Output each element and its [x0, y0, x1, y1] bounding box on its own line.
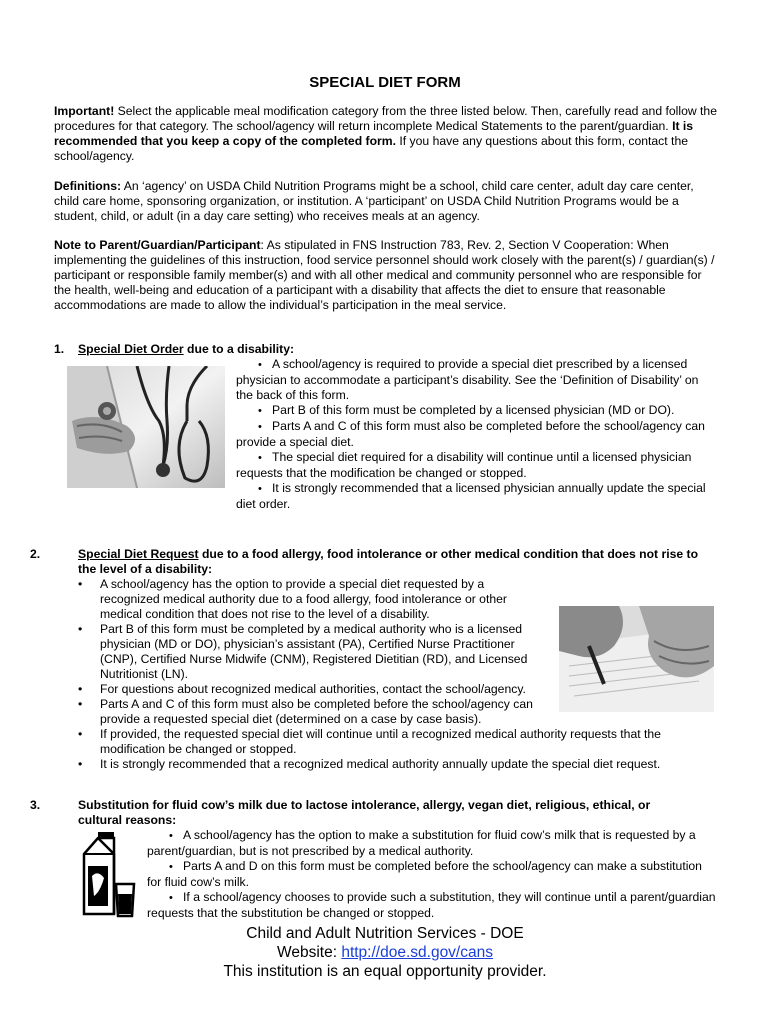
definitions-text: An ‘agency’ on USDA Child Nutrition Programs might be a school, child care center, adult day care center, child care home, sponsoring organization, or institution. A ‘participant’ on USDA Child Nutrition Programs would be a student, child, or adult (in a day care setting) who receives meals at an agency. — [54, 179, 694, 223]
important-text-1: Select the applicable meal modification category from the three listed below. Then, carefully read and follow the procedures for that category. The school/agency will return incomplete Medical Statements to the parent/guardian. — [54, 104, 717, 133]
list-item: • A school/agency is required to provide a special diet prescribed by a licensed physician to accommodate a participant’s disability. See the ‘Definition of Disability’ on the back of this form. — [236, 357, 699, 402]
section-1-heading-underlined: Special Diet Order — [78, 342, 184, 356]
section-1-heading-rest: due to a disability: — [183, 342, 295, 356]
section-3-heading — [30, 798, 694, 828]
milk-carton-glass-icon — [78, 832, 138, 918]
section-2-heading-rest: due to a food allergy, food intolerance or other medical condition that does not rise to the level of a disability: — [78, 547, 699, 576]
important-bold-text: It is recommended that you keep a copy of the completed form. — [54, 119, 694, 148]
footer-website — [0, 943, 770, 962]
section-1-bullets — [236, 357, 718, 512]
footer — [0, 924, 770, 981]
section-1-number: 1. — [54, 342, 65, 356]
list-item: • For questions about recognized medical authorities, contact the school/agency. — [78, 682, 526, 696]
section-3-bullets — [147, 828, 719, 921]
footer-equal-opportunity: This institution is an equal opportunity provider. — [223, 963, 547, 980]
list-item: • If provided, the requested special diet will continue until a recognized medical authority requests that the modification be changed or stopped. — [78, 727, 661, 756]
section-3-number: 3. — [30, 798, 41, 812]
section-1-heading — [54, 342, 734, 357]
section-2-bullets — [78, 577, 714, 772]
footer-website-label: Website: — [277, 944, 342, 961]
page-title: SPECIAL DIET FORM — [309, 74, 461, 91]
list-item: • It is strongly recommended that a licensed physician annually update the special diet order. — [236, 481, 706, 511]
list-item: • If a school/agency chooses to provide such a substitution, they will continue until a parent/guardian requests that the substitution be changed or stopped. — [147, 890, 716, 920]
list-item: • A school/agency has the option to make a substitution for fluid cow’s milk that is requested by a parent/guardian, but is not prescribed by a medical authority. — [147, 828, 696, 858]
note-paragraph — [54, 238, 718, 313]
section-2-heading — [30, 547, 714, 577]
list-item: • Part B of this form must be completed by a medical authority who is a licensed physician (MD or DO), physician’s assistant (PA), Certified Nurse Practitioner (CNP), Certified Nurse Midwife (CNM), Registered Dietitian (RD), and Licensed Nutritionist (LN). — [78, 622, 528, 681]
list-item: • Parts A and D on this form must be completed before the school/agency can make a substitution for fluid cow’s milk. — [147, 859, 702, 889]
list-item: • Part B of this form must be completed by a licensed physician (MD or DO). — [258, 403, 675, 417]
note-text: : As stipulated in FNS Instruction 783, Rev. 2, Section V Cooperation: When implementing the guidelines of this instruction, food service personnel should work closely with the parent(s) / guardian(s) / participant or responsible family member(s) and with all other medical and community personnel who are responsible for the health, well-being and education of a participant with a disability that affects the diet to ensure that reasonable accommodations are made to allow the individual’s participation in the meal service. — [54, 238, 715, 312]
definitions-lead: Definitions: — [54, 179, 122, 193]
list-item: • The special diet required for a disability will continue until a licensed physician requests that the modification be changed or stopped. — [236, 450, 692, 480]
website-link[interactable]: http://doe.sd.gov/cans — [341, 944, 493, 961]
definitions-paragraph — [54, 179, 718, 224]
list-item: • A school/agency has the option to provide a special diet requested by a recognized medical authority due to a food allergy, food intolerance or other medical condition that does not rise to the level of a disability. — [78, 577, 507, 621]
footer-org: Child and Adult Nutrition Services - DOE — [246, 925, 524, 942]
important-text-2: If you have any questions about this form, contact the school/agency. — [54, 134, 688, 163]
important-paragraph — [54, 104, 718, 164]
list-item: • It is strongly recommended that a recognized medical authority annually update the special diet request. — [78, 757, 661, 771]
note-lead: Note to Parent/Guardian/Participant — [54, 238, 261, 252]
section-2-heading-underlined: Special Diet Request — [78, 547, 199, 561]
list-item: • Parts A and C of this form must also be completed before the school/agency can provide a special diet. — [236, 419, 705, 449]
doctor-stethoscope-photo — [67, 366, 225, 488]
section-2-number: 2. — [30, 547, 41, 561]
important-lead: Important! — [54, 104, 115, 118]
list-item: • Parts A and C of this form must also be completed before the school/agency can provide a requested special diet (determined on a case by case basis). — [78, 697, 533, 726]
section-3-heading-text: Substitution for fluid cow’s milk due to lactose intolerance, allergy, vegan diet, religious, ethical, or cultural reasons: — [78, 798, 651, 827]
